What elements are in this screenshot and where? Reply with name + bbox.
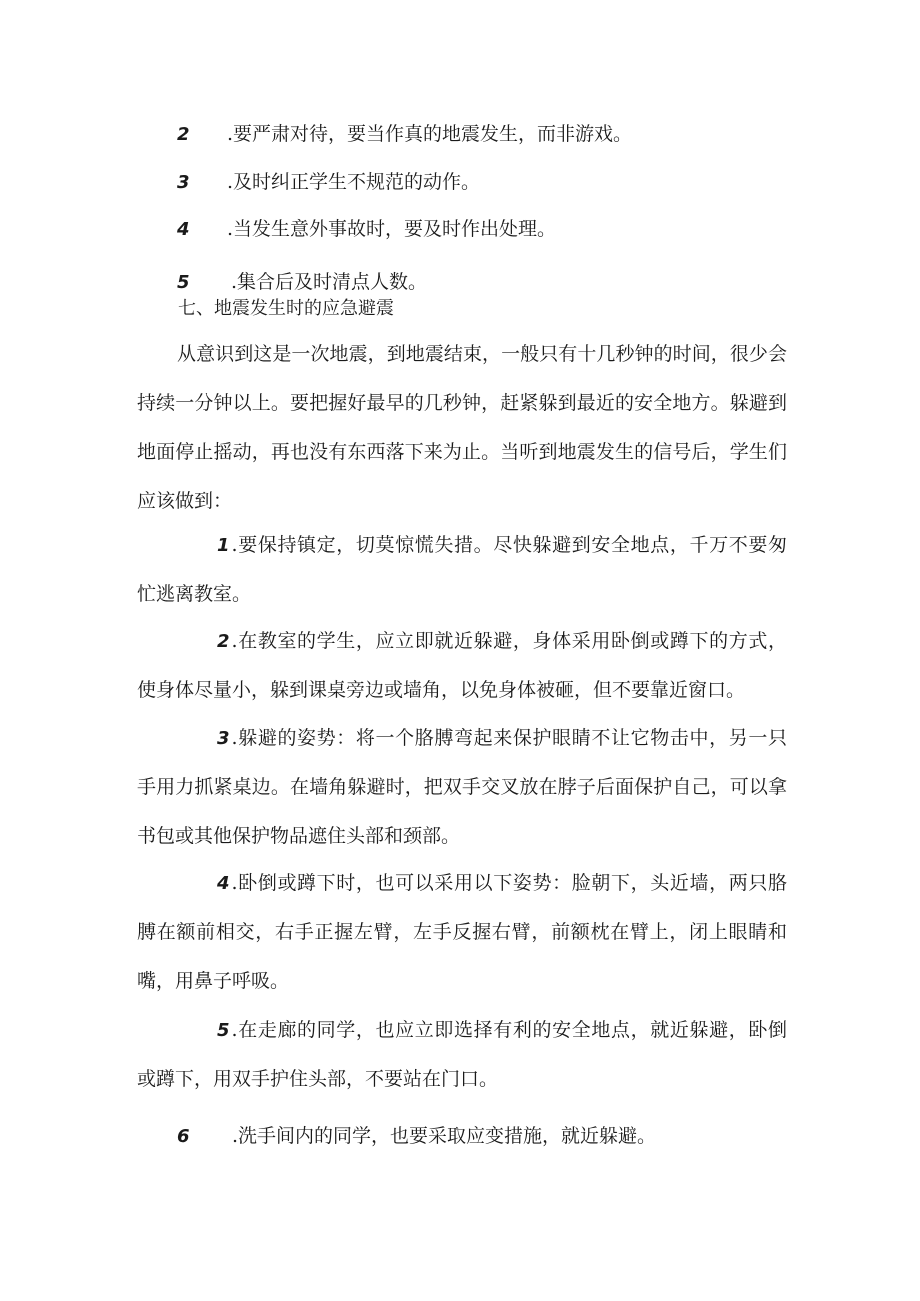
list-item-text: .要保持镇定，切莫惊慌失措。尽快躲避到安全地点，千万不要匆忙逃离教室。 (137, 534, 787, 605)
list-item (177, 270, 427, 295)
list-item (177, 170, 480, 195)
list-item (177, 1124, 656, 1149)
list-item-text: .躲避的姿势：将一个胳膊弯起来保护眼睛不让它物击中，另一只手用力抓紧桌边。在墙角躲避时，把双手交叉放在脖子后面保护自己，可以拿书包或其他保护物品遮住头部和颈部。 (137, 727, 787, 847)
list-item-number: 5 (177, 272, 190, 293)
list-item-text: .要严肃对待，要当作真的地震发生，而非游戏。 (227, 123, 633, 145)
list-item (137, 714, 787, 861)
list-item-number: 1 (217, 535, 230, 556)
list-item-number: 2 (217, 631, 230, 652)
list-item-number: 6 (177, 1126, 190, 1147)
list-item (137, 521, 787, 619)
list-item (177, 122, 632, 147)
list-item-text: .集合后及时清点人数。 (231, 271, 428, 293)
list-item-number: 3 (177, 172, 190, 193)
list-item-number: 4 (217, 873, 230, 894)
list-item (137, 859, 787, 1006)
list-item-number: 3 (217, 728, 230, 749)
list-item-text: .当发生意外事故时，要及时作出处理。 (227, 218, 557, 240)
list-item (137, 617, 787, 715)
list-item-text: .在教室的学生，应立即就近躲避，身体采用卧倒或蹲下的方式，使身体尽量小，躲到课桌旁边或墙角，以免身体被砸，但不要靠近窗口。 (137, 630, 787, 701)
list-item-number: 2 (177, 124, 190, 145)
intro-paragraph: 从意识到这是一次地震，到地震结束，一般只有十几秒钟的时间，很少会持续一分钟以上。要把握好最早的几秒钟，赶紧躲到最近的安全地方。躲避到地面停止摇动，再也没有东西落下来为止。当听到地震发生的信号后，学生们应该做到： (137, 343, 787, 512)
list-item-text: .卧倒或蹲下时，也可以采用以下姿势：脸朝下，头近墙，两只胳膊在额前相交，右手正握左臂，左手反握右臂，前额枕在臂上，闭上眼睛和嘴，用鼻子呼吸。 (137, 872, 787, 992)
list-item-text: .洗手间内的同学，也要采取应变措施，就近躲避。 (232, 1125, 657, 1147)
list-item-text: .及时纠正学生不规范的动作。 (227, 171, 481, 193)
list-item-number: 4 (177, 219, 190, 240)
list-item (177, 217, 556, 242)
list-item-text: .在走廊的同学，也应立即选择有利的安全地点，就近躲避，卧倒或蹲下，用双手护住头部，不要站在门口。 (137, 1019, 787, 1090)
section-heading: 七、地震发生时的应急避震 (178, 298, 394, 319)
list-item (137, 1006, 787, 1104)
list-item-number: 5 (217, 1020, 230, 1041)
